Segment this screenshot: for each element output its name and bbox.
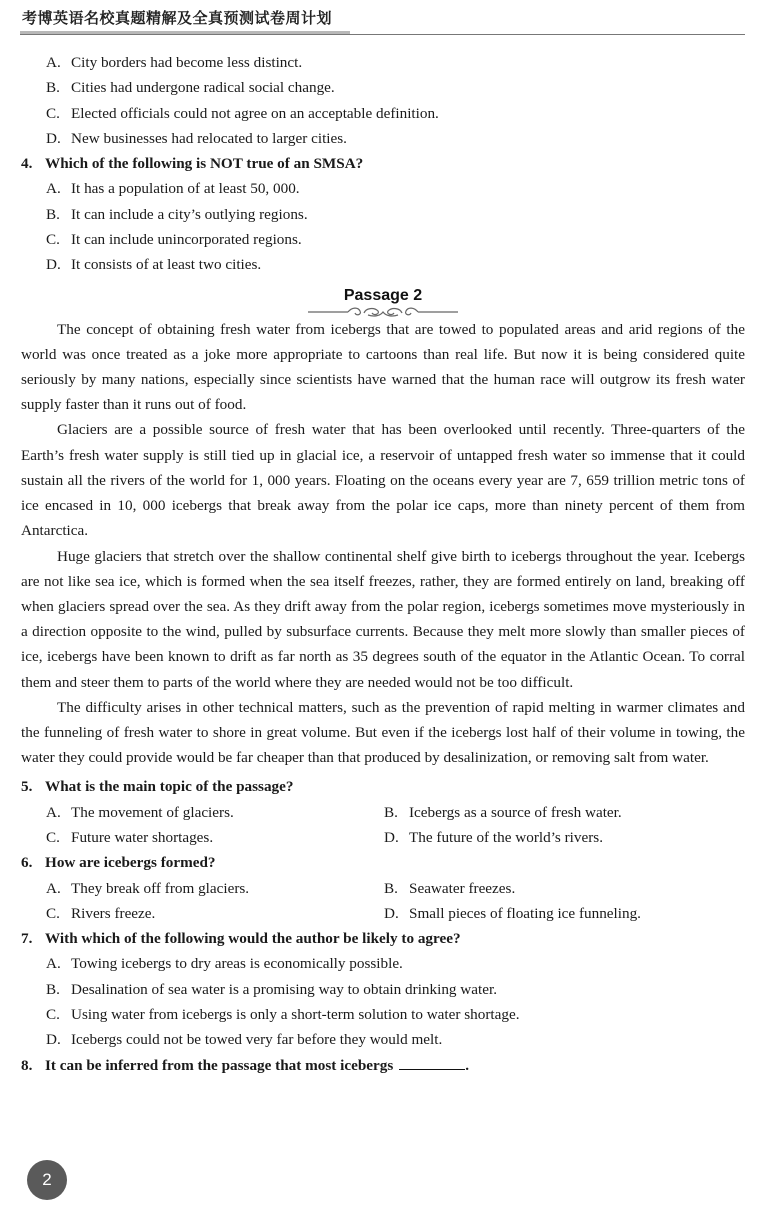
question-8-stem: 8. It can be inferred from the passage that most icebergs . — [21, 1056, 470, 1074]
option-d: D. Small pieces of floating ice funneling. — [384, 904, 641, 922]
option-d: D. It consists of at least two cities. — [46, 256, 262, 274]
option-b: B. Icebergs as a source of fresh water. — [384, 803, 622, 821]
option-c: C. Elected officials could not agree on an acceptable definition. — [46, 104, 439, 122]
passage-paragraph: The concept of obtaining fresh water from icebergs that are towed to populated areas and arid regions of the world was once treated as a joke more appropriate to cartoons than real life. But now it is being considered quite seriously by many nations, especially since scientists have warned that the human race will outgrow its fresh water supply faster than it runs out of food. — [21, 320, 745, 414]
book-title: 考博英语名校真题精解及全真预测试卷周计划 — [22, 9, 333, 27]
question-6-stem: 6. How are icebergs formed? — [21, 854, 216, 872]
previous-question-options — [21, 50, 745, 151]
option-d: D. The future of the world’s rivers. — [384, 828, 604, 846]
option-c: C. Using water from icebergs is only a short-term solution to water shortage. — [46, 1006, 520, 1023]
page-number-badge: 2 — [27, 1160, 67, 1200]
option-d: D. New businesses had relocated to larger cities. — [46, 129, 347, 147]
question-4 — [21, 151, 745, 277]
passage-title: Passage 2 — [343, 286, 423, 304]
option-a: A. They break off from glaciers. — [46, 879, 250, 897]
option-a: A. It has a population of at least 50, 000. — [46, 180, 300, 198]
answer-blank — [399, 1055, 465, 1070]
question-6 — [21, 850, 745, 926]
option-b: B. Cities had undergone radical social change. — [46, 79, 335, 97]
question-8 — [21, 1053, 745, 1078]
page-content — [21, 50, 745, 1078]
question-4-stem: 4. Which of the following is NOT true of an SMSA? — [21, 155, 364, 173]
option-row — [21, 901, 745, 926]
passage-heading — [21, 286, 745, 314]
option-row — [21, 825, 745, 850]
passage-body — [21, 317, 745, 771]
option-c: C. It can include unincorporated regions. — [46, 231, 302, 249]
question-5 — [21, 774, 745, 850]
option-a: A. City borders had become less distinct. — [46, 54, 303, 71]
option-row — [21, 876, 745, 901]
header-rule — [20, 31, 745, 35]
passage-paragraph: Huge glaciers that stretch over the shallow continental shelf give birth to icebergs throughout the year. Icebergs are not like sea ice, which is formed when the sea itself freezes, rather, they are formed entirely on land, breaking off when glaciers spread over the sea. As they drift away from the polar region, icebergs sometimes move mysteriously in a direction opposite to the wind, pulled by subsurface currents. Because they melt more slowly than smaller pieces of ice, icebergs have been known to drift as far north as 35 degrees south of the equator in the Atlantic Ocean. To corral them and steer them to parts of the world where they are needed would not be too difficult. — [21, 547, 745, 691]
option-b: B. Seawater freezes. — [384, 879, 516, 897]
question-7-stem: 7. With which of the following would the author be likely to agree? — [21, 930, 461, 948]
option-c: C. Rivers freeze. — [46, 904, 156, 922]
question-7 — [21, 926, 745, 1052]
option-a: A. Towing icebergs to dry areas is economically possible. — [46, 955, 403, 973]
header-rule-thin — [20, 34, 745, 35]
option-a: A. The movement of glaciers. — [46, 803, 234, 821]
page-header — [20, 8, 745, 35]
option-c: C. Future water shortages. — [46, 828, 214, 846]
passage-paragraph: The difficulty arises in other technical matters, such as the prevention of rapid melting in warmer climates and the funneling of fresh water to shore in great volume. But even if the icebergs lost half of their volume in towing, the water they could provide would be far cheaper than that produced by desalinization, or removing salt from water. — [21, 698, 745, 767]
option-row — [21, 800, 745, 825]
question-5-stem: 5. What is the main topic of the passage? — [21, 778, 294, 796]
option-d: D. Icebergs could not be towed very far before they would melt. — [46, 1031, 443, 1049]
option-b: B. Desalination of sea water is a promising way to obtain drinking water. — [46, 980, 497, 998]
passage-paragraph: Glaciers are a possible source of fresh water that has been overlooked until recently. Three-quarters of the Earth’s fresh water supply is still tied up in glacial ice, a reservoir of untapped fresh water so immense that it could sustain all the rivers of the world for 1, 000 years. Floating on the oceans every year are 7, 659 trillion metric tons of ice encased in 10, 000 icebergs that break away from the polar ice caps, more than ninety percent of them from Antarctica. — [21, 421, 745, 540]
option-b: B. It can include a city’s outlying regions. — [46, 205, 308, 223]
